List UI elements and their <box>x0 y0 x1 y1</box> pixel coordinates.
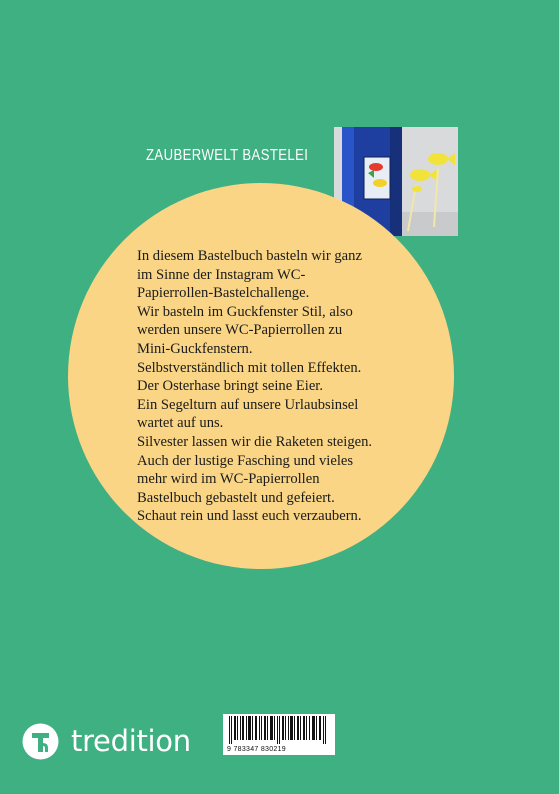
blurb-line: mehr wird im WC-Papierrollen <box>137 471 320 488</box>
blurb-line: Silvester lassen wir die Raketen steigen. <box>137 433 373 450</box>
blurb-line: im Sinne der Instagram WC- <box>137 266 306 283</box>
blurb-line: In diesem Bastelbuch basteln wir ganz <box>137 248 362 264</box>
blurb-line: Selbstverständlich mit tollen Effekten. <box>137 359 362 376</box>
blurb-line: Auch der lustige Fasching und vieles <box>137 452 354 469</box>
blurb-line: Bastelbuch gebastelt und gefeiert. <box>137 489 335 506</box>
blurb-line: Papierrollen-Bastelchallenge. <box>137 285 310 302</box>
blurb-line: wartet auf uns. <box>137 415 224 432</box>
publisher-logo <box>22 723 191 760</box>
publisher-name: tredition <box>71 724 191 758</box>
blurb-line: Ein Segelturn auf unsere Urlaubsinsel <box>137 396 359 413</box>
blurb-line: Mini-Guckfenstern. <box>137 340 253 357</box>
series-title: ZAUBERWELT BASTELEI <box>146 147 309 164</box>
blurb-text <box>137 247 437 526</box>
blurb-line: werden unsere WC-Papierrollen zu <box>137 322 343 339</box>
blurb-line: Schaut rein und lasst euch verzaubern. <box>137 508 362 525</box>
barcode-digits: 9 783347 830219 <box>227 746 286 753</box>
barcode-bars <box>229 716 329 744</box>
isbn-barcode <box>223 714 335 755</box>
blurb-line: Der Osterhase bringt seine Eier. <box>137 378 324 395</box>
blurb-line: Wir basteln im Guckfenster Stil, also <box>137 303 353 320</box>
tredition-logo-icon <box>22 723 59 760</box>
